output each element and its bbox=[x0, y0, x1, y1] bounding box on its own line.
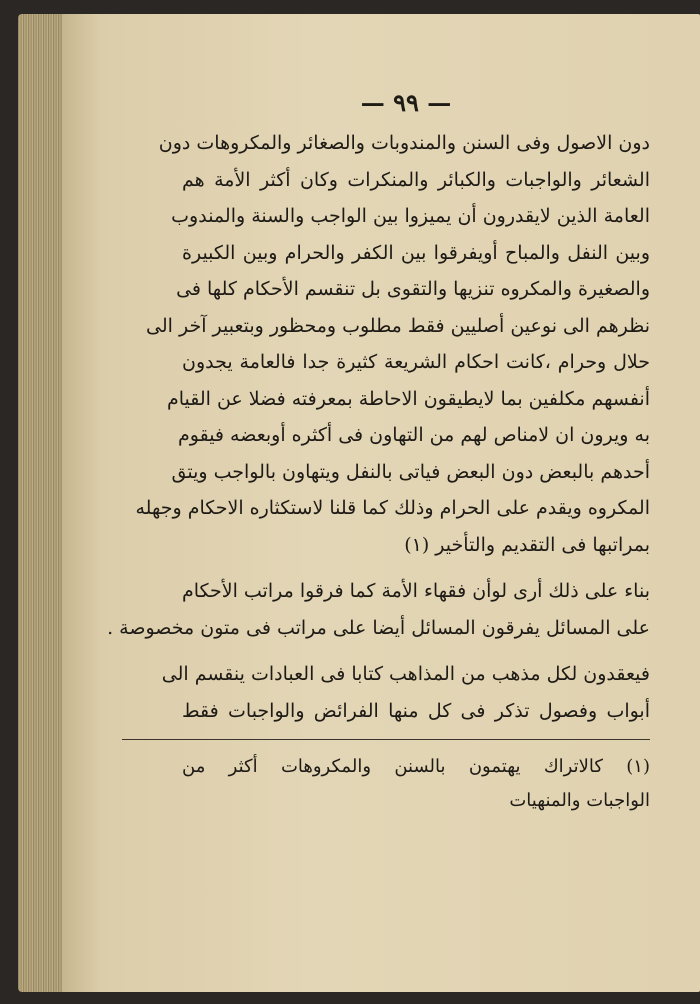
text-line: الشعائر والواجبات والكبائر والمنكرات وكان أكثر الأمة هم bbox=[182, 168, 650, 191]
text-line: والصغيرة والمكروه تنزيها والتقوى بل تنقسم الأحكام كلها فى bbox=[176, 278, 650, 300]
text-line: أبواب وفصول تذكر فى كل منها الفرائض والواجبات فقط bbox=[182, 699, 650, 722]
paragraph-1 bbox=[135, 125, 650, 563]
text-line: نظرهم الى نوعين أصليين فقط مطلوب ومحظور وبتعبير آخر الى bbox=[146, 314, 650, 337]
footnote-separator bbox=[122, 739, 650, 740]
footnote bbox=[182, 750, 650, 818]
text-line: أحدهم بالبعض دون البعض فياتى بالنفل ويتهاون بالواجب ويتق bbox=[171, 460, 650, 483]
text-line: العامة الذين لايقدرون أن يميزوا بين الواجب والسنة والمندوب bbox=[171, 205, 650, 227]
text-block bbox=[107, 88, 650, 818]
text-line: فيعقدون لكل مذهب من المذاهب كتابا فى العبادات ينقسم الى bbox=[161, 663, 650, 685]
footnote-line: الواجبات والمنهيات bbox=[509, 790, 650, 811]
footnote-line: (١) كالاتراك يهتمون بالسنن والمكروهات أكثر من bbox=[182, 756, 650, 777]
text-line: على المسائل يفرقون المسائل أيضا على مراتب فى متون مخصوصة . bbox=[107, 616, 650, 639]
text-line: حلال وحرام ،كانت احكام الشريعة كثيرة جدا فالعامة يجدون bbox=[182, 351, 650, 373]
book-page bbox=[62, 14, 700, 992]
text-line: به ويرون ان لامناص لهم من التهاون فى أكثره أوبعضه فيقوم bbox=[178, 424, 650, 446]
text-line: أنفسهم مكلفين بما لايطيقون الاحاطة بمعرفته فضلا عن القيام bbox=[166, 387, 650, 410]
text-line: بمراتبها فى التقديم والتأخير (١) bbox=[404, 533, 650, 556]
text-line: المكروه ويقدم على الحرام وذلك كما قلنا لاستكثاره الاحكام وجهله bbox=[135, 497, 650, 519]
paragraph-3 bbox=[161, 656, 650, 729]
page-number: — ٩٩ — bbox=[360, 88, 452, 117]
paragraph-2 bbox=[107, 573, 650, 646]
text-line: وبين النفل والمباح أويفرقوا بين الكفر والحرام وبين الكبيرة bbox=[182, 241, 650, 264]
text-line: دون الاصول وفى السنن والمندوبات والصغائر والمكروهات دون bbox=[158, 132, 650, 154]
text-line: بناء على ذلك أرى لوأن فقهاء الأمة كما فرقوا مراتب الأحكام bbox=[181, 580, 650, 602]
